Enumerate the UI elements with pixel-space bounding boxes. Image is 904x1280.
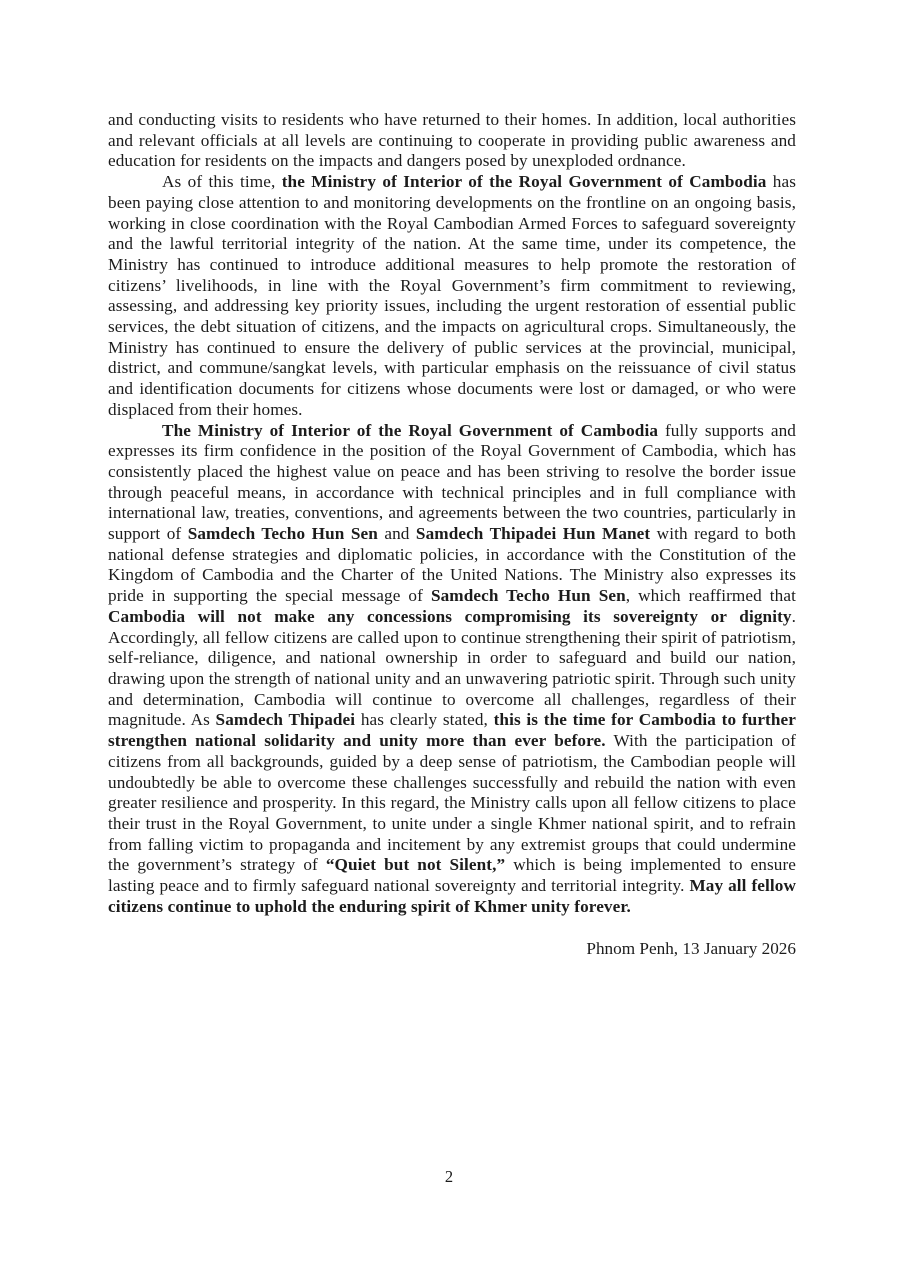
text-run: has been paying close attention to and monitoring developments on the frontline on an ongoing basis, working in close coordination with the Royal Cambodian Armed Forces to safeguard sovereignty and the lawful territorial integrity of the nation. At the same time, under its competence, the Ministry has continued to introduce additional measures to help promote the restoration of citizens’ livelihoods, in line with the Royal Government’s firm commitment to reviewing, assessing, and addressing key priority issues, including the urgent restoration of essential public services, the debt situation of citizens, and the impacts on agricultural crops. Simultaneously, the Ministry has continued to ensure the delivery of public services at the provincial, municipal, district, and commune/sangkat levels, with particular emphasis on the reissuance of civil status and identification documents for citizens whose documents were lost or damaged, or who were displaced from their homes. <box>108 172 796 419</box>
text-run: fully supports and expresses its firm confidence in the position of the Royal Government of Cambodia, which has consistently placed the highest value on peace and has been striving to resolve the border issue through peaceful means, in accordance with technical principles and in full compliance with international law, treaties, conventions, and agreements between the two countries, particularly in support of <box>108 420 796 544</box>
bold-text-run: Samdech Thipadei <box>215 710 356 730</box>
bold-text-run: Cambodia will not make any concessions compromising its sovereignty or dignity <box>108 606 792 626</box>
bold-text-run: this is the time for Cambodia to further strengthen national solidarity and unity more than ever before. <box>108 710 796 751</box>
text-run: . Accordingly, all fellow citizens are called upon to continue strengthening their spirit of patriotism, self-reliance, diligence, and national ownership in order to safeguard and build our nation, drawing upon the strength of national unity and an unwavering patriotic spirit. Through such unity and determination, Cambodia will continue to overcome all challenges, regardless of their magnitude. As <box>108 606 796 730</box>
bold-text-run: “Quiet but not Silent,” <box>325 855 506 875</box>
paragraph-ministry-monitoring <box>108 172 796 420</box>
bold-text-run: Samdech Techo Hun Sen <box>187 524 378 544</box>
text-run: As of this time, <box>162 172 282 192</box>
bold-text-run: Samdech Thipadei Hun Manet <box>415 524 651 544</box>
paragraph-continuation <box>108 110 796 172</box>
date-line: Phnom Penh, 13 January 2026 <box>586 939 796 959</box>
paragraph-ministry-support <box>108 421 796 918</box>
text-run: with regard to both national defense strategies and diplomatic policies, in accordance with the Constitution of the Kingdom of Cambodia and the Charter of the United Nations. The Ministry also expresses its pride in supporting the special message of <box>108 524 797 606</box>
document-body <box>108 110 796 960</box>
text-run: has clearly stated, <box>355 710 494 730</box>
text-run: which is being implemented to ensure lasting peace and to firmly safeguard national sovereignty and territorial integrity. <box>108 855 797 896</box>
bold-text-run: May all fellow citizens continue to uphold the enduring spirit of Khmer unity forever. <box>108 876 796 916</box>
bold-text-run: Samdech Techo Hun Sen <box>430 586 626 606</box>
page-number: 2 <box>444 1167 454 1186</box>
bold-text-run: The Ministry of Interior of the Royal Government of Cambodia <box>162 420 659 440</box>
text-run: , which reaffirmed that <box>625 586 796 606</box>
text-run: With the participation of citizens from all backgrounds, guided by a deep sense of patriotism, the Cambodian people will undoubtedly be able to overcome these challenges successfully and rebuild the nation with even greater resilience and prosperity. In this regard, the Ministry calls upon all fellow citizens to place their trust in the Royal Government, to unite under a single Khmer national spirit, and to refrain from falling victim to propaganda and incitement by any extremist groups that could undermine the government’s strategy of <box>108 731 796 875</box>
bold-text-run: the Ministry of Interior of the Royal Government of Cambodia <box>281 172 767 192</box>
text-run: and conducting visits to residents who have returned to their homes. In addition, local authorities and relevant officials at all levels are continuing to cooperate in providing public awareness and education for residents on the impacts and dangers posed by unexploded ordnance. <box>108 110 796 171</box>
text-run: and <box>377 524 416 544</box>
